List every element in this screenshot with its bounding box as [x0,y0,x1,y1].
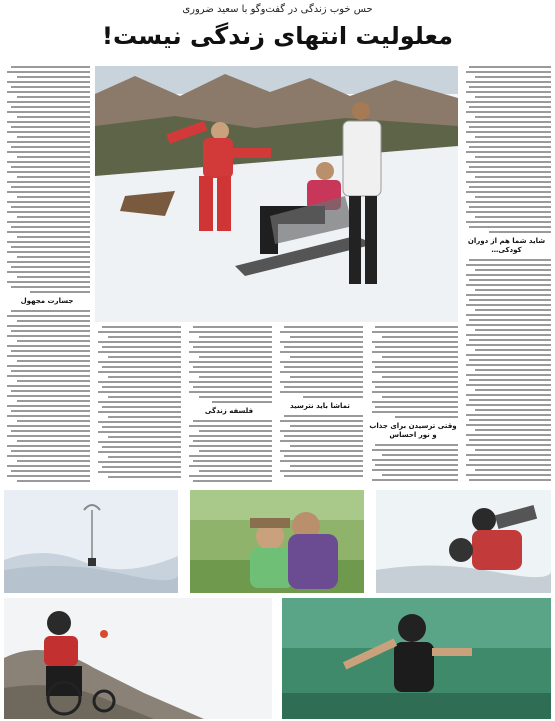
tandem-paraglide-illustration [190,490,364,593]
text-column-mid-4 [368,326,458,484]
paraglide-harness-illustration [376,490,551,593]
subhead-unknown: جسارت مجهول [20,297,74,305]
text-column-mid-3 [277,326,363,484]
subhead-fear: تماشا باید نترسید [290,402,350,410]
subhead-childhood: شاید شما هم از دوران کودکی… [467,237,546,254]
text-column-right [462,66,551,484]
text-column-left [4,66,90,484]
article-kicker: حس خوب زندگی در گفت‌وگو با سعید ضروری [182,4,373,15]
photo-tandem-paraglide-green [190,490,364,593]
subhead-philosophy: فلسفه زندگی [204,407,254,415]
photo-underwater-diver [282,598,551,719]
photo-wheelchair-mountain [4,598,272,719]
main-photo-ski-chair [95,66,458,322]
wheelchair-mountain-illustration [4,598,272,719]
underwater-diver-illustration [282,598,551,719]
text-column-mid-1 [95,326,181,484]
photo-paraglide-harness [376,490,551,593]
article-headline: معلولیت انتهای زندگی نیست! [102,22,453,50]
photo-parachute-sky [4,490,178,593]
subhead-teacher: وقتی ترسیدن برای جذاب و نور احساس [369,422,457,439]
main-photo-illustration [95,66,458,322]
text-column-mid-2 [186,326,272,484]
parachute-sky-illustration [4,490,178,593]
